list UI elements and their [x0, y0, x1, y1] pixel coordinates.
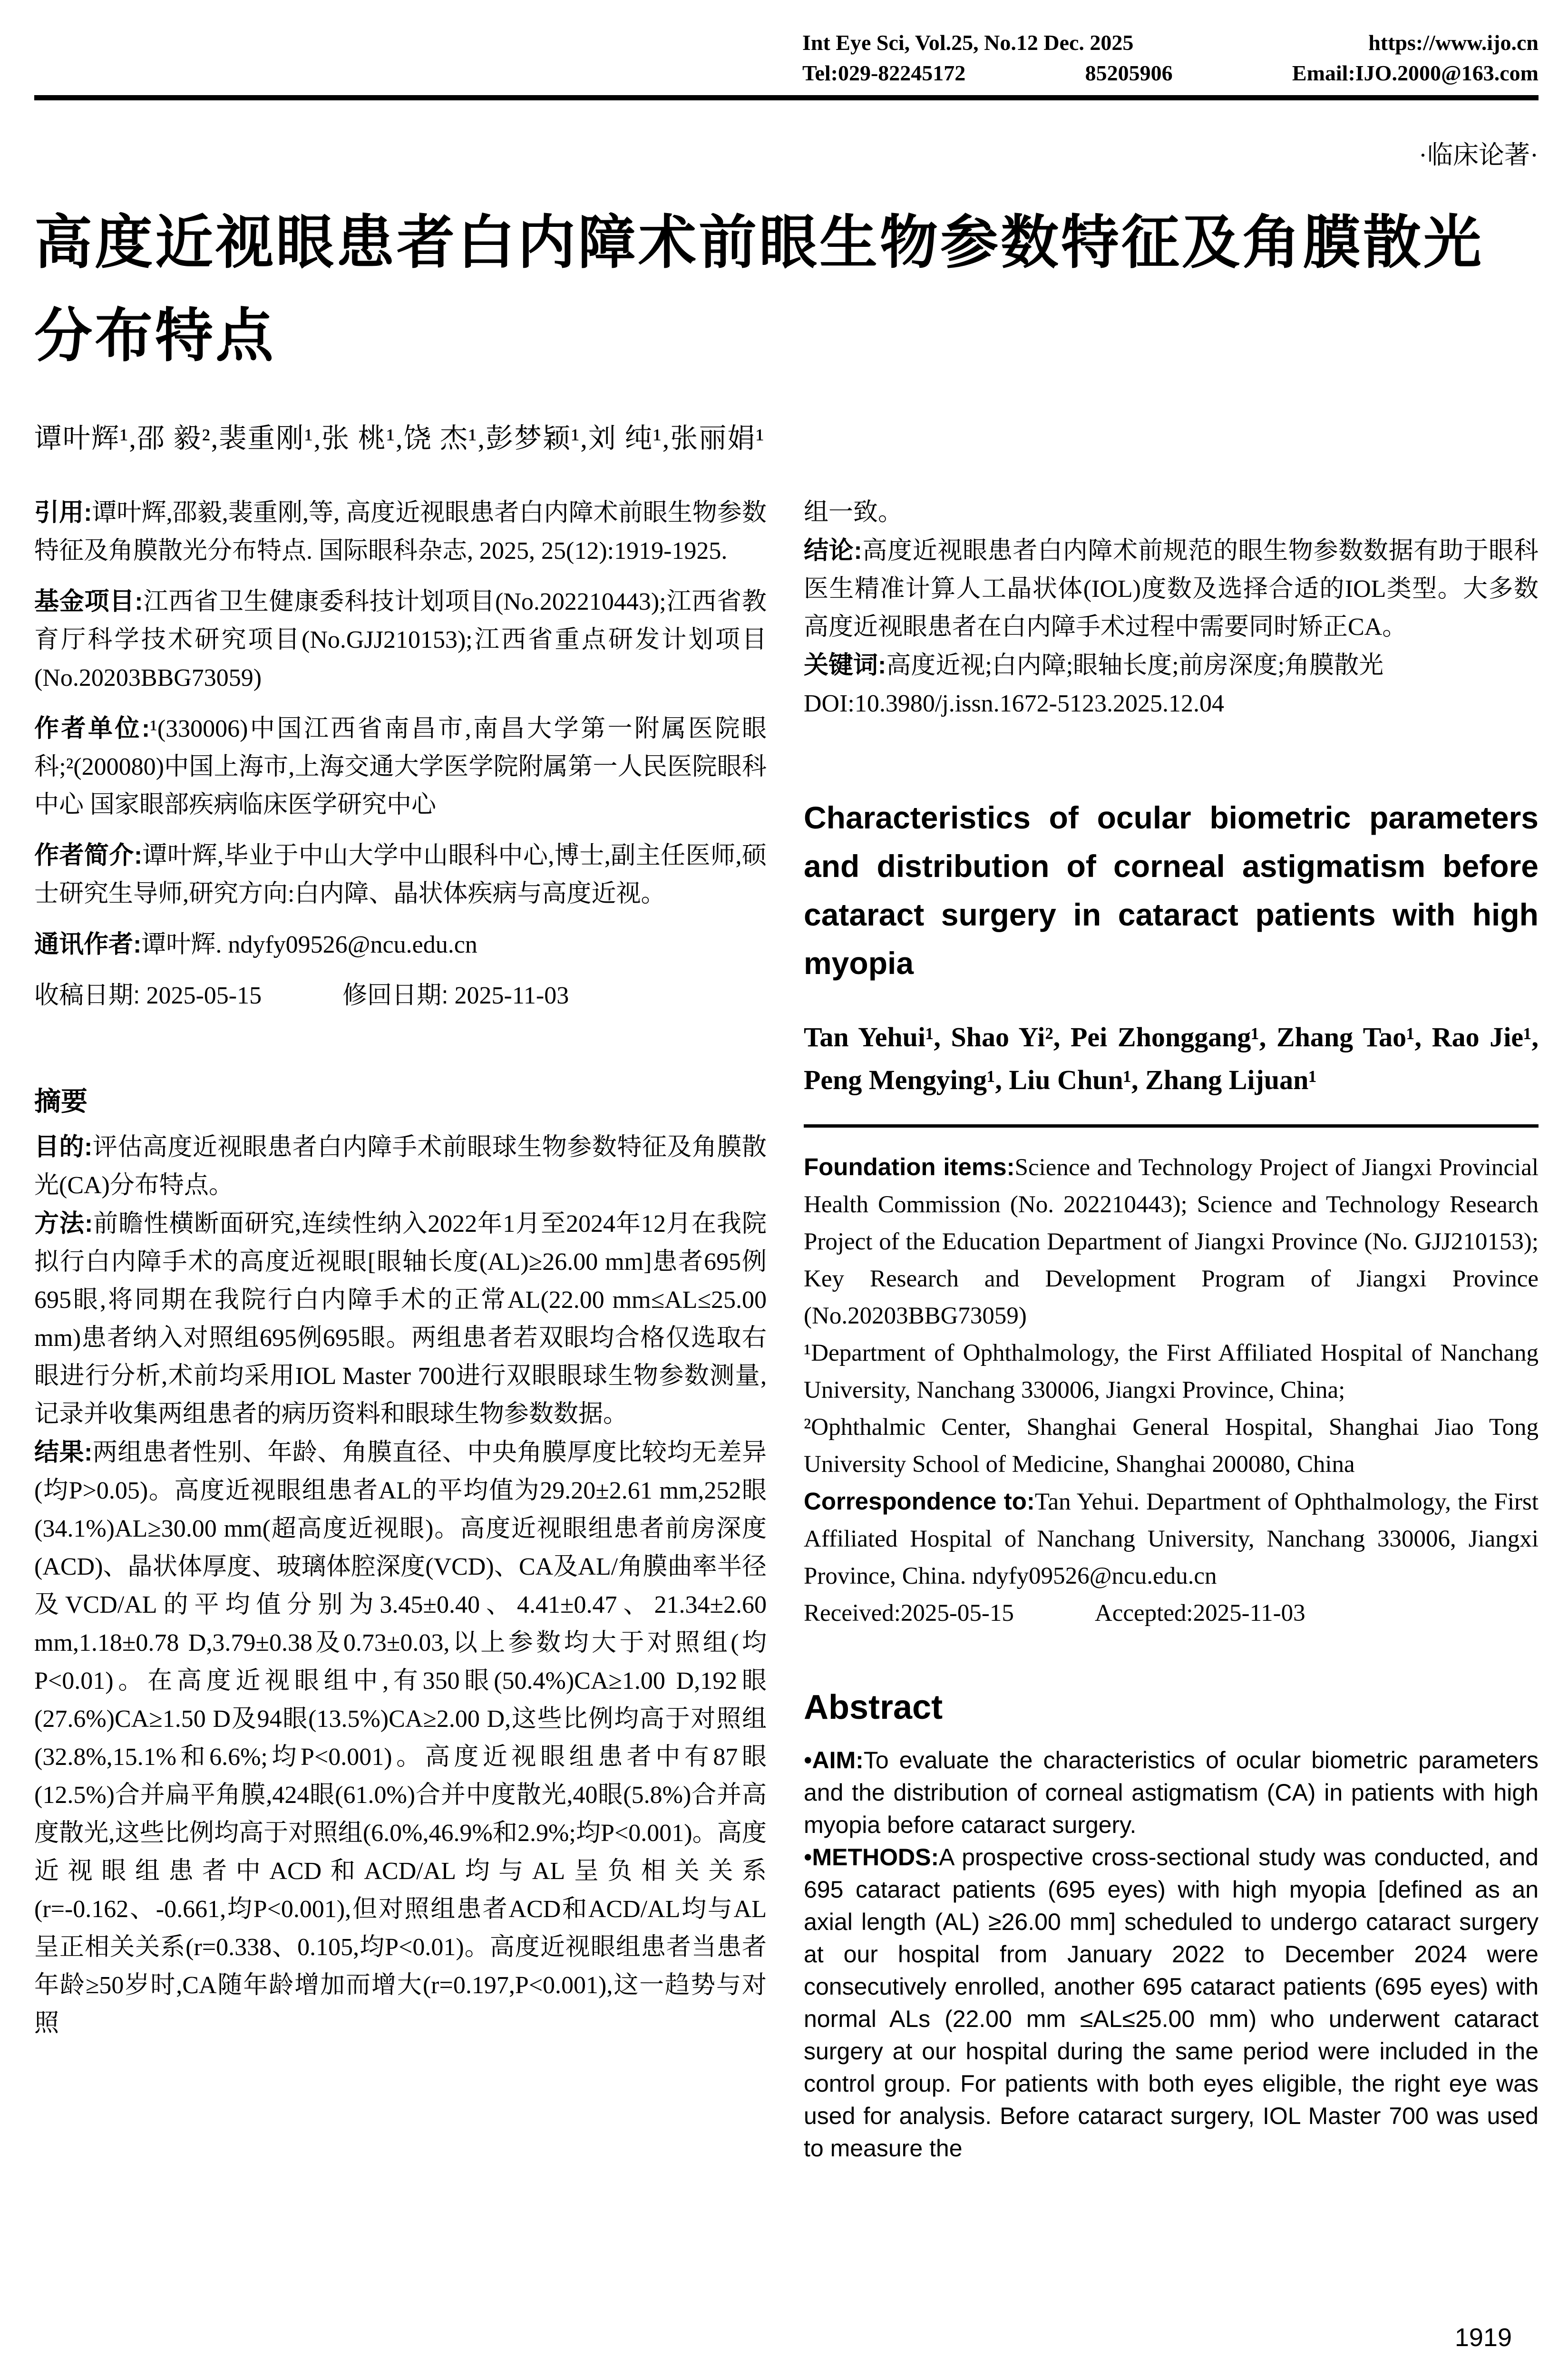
aim-label-en: AIM:: [812, 1747, 864, 1773]
correspondence-text-en: Tan Yehui. Department of Ophthalmology, the First Affiliated Hospital of Nanchang University, Nanchang 330006, Jiangxi Province, China. ndyfy09526@ncu.edu.cn: [804, 1489, 1539, 1589]
columns: [34, 494, 1539, 2164]
methods-text-cn: 前瞻性横断面研究,连续性纳入2022年1月至2024年12月在我院拟行白内障手术的高度近视眼[眼轴长度(AL)≥26.00 mm]患者695例695眼,将同期在我院行白内障手术的正常AL(22.00 mm≤AL≤25.00 mm)患者纳入对照组695例695眼。两组患者若双眼均合格仅选取右眼进行分析,术前均采用IOL Master 700进行双眼眼球生物参数测量,记录并收集两组患者的病历资料和眼球生物参数数据。: [34, 1210, 767, 1428]
revised-label-cn: 修回日期:: [342, 982, 448, 1009]
received-date-en: 2025-05-15: [900, 1600, 1014, 1627]
author-bio-text: 谭叶辉,毕业于中山大学中山眼科中心,博士,副主任医师,硕士研究生导师,研究方向:白内障、晶状体疾病与高度近视。: [34, 842, 767, 907]
abstract-aim-cn: [34, 1128, 767, 1205]
foundation-label: Foundation items:: [804, 1153, 1015, 1180]
keywords-line-cn: [804, 646, 1539, 685]
abstract-methods-cn: [34, 1205, 767, 1433]
affiliation-1-en: ¹Department of Ophthalmology, the First Affiliated Hospital of Nanchang University, Nanchang 330006, Jiangxi Province, China;: [804, 1340, 1539, 1403]
abstract-methods-en: [804, 1841, 1539, 2164]
abstract-cn-block: [34, 1081, 767, 2043]
journal-header: [802, 28, 1539, 88]
header-rule: [34, 95, 1539, 100]
abstract-results-continued: 组一致。: [804, 499, 903, 526]
chinese-meta-block: [34, 494, 767, 1015]
keywords-text-cn: 高度近视;白内障;眼轴长度;前房深度;角膜散光: [886, 652, 1384, 679]
affiliation-cn-label: 作者单位:: [34, 715, 150, 742]
results-text-cn-part1: 两组患者性别、年龄、角膜直径、中央角膜厚度比较均无差异(均P>0.05)。高度近视眼组患者AL的平均值为29.20±2.61 mm,252眼(34.1%)AL≥30.00 mm(超高度近视眼)。高度近视眼组患者前房深度(ACD)、晶状体厚度、玻璃体腔深度(VCD)、CA及AL/角膜曲率半径及VCD/AL的平均值分别为3.45±0.40、4.41±0.47、21.34±2.60 mm,1.18±0.78 D,3.79±0.38及0.73±0.03,以上参数均大于对照组(均P<0.01)。在高度近视眼组中,有350眼(50.4%)CA≥1.00 D,192眼(27.6%)CA≥1.50 D及94眼(13.5%)CA≥2.00 D,这些比例均高于对照组(32.8%,15.1%和6.6%;均P<0.001)。高度近视眼组患者中有87眼(12.5%)合并扁平角膜,424眼(61.0%)合并中度散光,40眼(5.8%)合并高度散光,这些比例均高于对照组(6.0%,46.9%和2.9%;均P<0.001)。高度近视眼组患者中ACD和ACD/AL均与AL呈负相关关系(r=-0.162、-0.661,均P<0.001),但对照组患者ACD和ACD/AL均与AL呈正相关关系(r=0.338、0.105,均P<0.01)。高度近视眼组患者当患者年龄≥50岁时,CA随年龄增加而增大(r=0.197,P<0.001),这一趋势与对照: [34, 1439, 767, 2037]
dates-line-cn: [34, 976, 767, 1015]
doi-line: DOI:10.3980/j.issn.1672-5123.2025.12.04: [804, 690, 1224, 717]
footnote-rule: [804, 1124, 1539, 1128]
author-bio-label: 作者简介:: [34, 842, 143, 869]
revised-date-cn: 2025-11-03: [454, 982, 569, 1009]
article-title-cn: [34, 196, 1539, 382]
affiliation-2-en: ²Ophthalmic Center, Shanghai General Hospital, Shanghai Jiao Tong University School of Medicine, Shanghai 200080, China: [804, 1414, 1539, 1478]
corresponding-cn-label: 通讯作者:: [34, 931, 142, 958]
corresponding-cn-text: 谭叶辉. ndyfy09526@ncu.edu.cn: [141, 931, 477, 958]
correspondence-label-en: Correspondence to:: [804, 1488, 1035, 1515]
received-label-cn: 收稿日期:: [34, 982, 140, 1009]
authors-cn: 谭叶辉¹,邵 毅²,裴重刚¹,张 桃¹,饶 杰¹,彭梦颖¹,刘 纯¹,张丽娟¹: [34, 423, 765, 454]
accepted-label-en: Accepted:: [1094, 1600, 1193, 1627]
abstract-en-block: [804, 1744, 1539, 2164]
article-type-tag: ·临床论著·: [1419, 141, 1539, 169]
journal-header-row-2: [802, 58, 1539, 88]
author-bio-paragraph: [34, 837, 767, 913]
funding-text: 江西省卫生健康委科技计划项目(No.202210443);江西省教育厅科学技术研究项目(No.GJJ210153);江西省重点研发计划项目(No.20203BBG73059): [34, 588, 767, 692]
journal-tel-2: 85205906: [1085, 61, 1173, 85]
funding-paragraph: [34, 583, 767, 697]
received-label-en: Received:: [804, 1600, 901, 1627]
abstract-heading-cn: 摘要: [34, 1086, 88, 1116]
corresponding-author-cn: [34, 925, 767, 964]
article-title-cn-line2: 分布特点: [34, 303, 276, 368]
affiliation-cn-text: ¹(330006)中国江西省南昌市,南昌大学第一附属医院眼科;²(200080)中国上海市,上海交通大学医学院附属第一人民医院眼科中心 国家眼部疾病临床医学研究中心: [34, 715, 767, 818]
citation-paragraph: [34, 494, 767, 570]
accepted-date-en: 2025-11-03: [1193, 1600, 1305, 1627]
correspondence-en: [804, 1483, 1539, 1595]
received-date-cn: 2025-05-15: [146, 982, 262, 1009]
foundation-text: Science and Technology Project of Jiangxi Provincial Health Commission (No. 202210443); Science and Technology Research Project of the Education Department of Jiangxi Province (No. GJJ210153); Key Research and Development Program of Jiangxi Province (No.20203BBG73059): [804, 1154, 1539, 1329]
citation-label: 引用:: [34, 499, 92, 526]
methods-label-en: METHODS:: [812, 1844, 939, 1870]
results-label-cn: 结果:: [34, 1439, 93, 1466]
article-title-en: Characteristics of ocular biometric parameters and distribution of corneal astigmatism before cataract surgery in cataract patients with high myopia: [804, 800, 1539, 981]
abstract-heading-en: Abstract: [804, 1688, 943, 1726]
journal-header-row-1: [802, 28, 1539, 58]
conclusion-label-cn: 结论:: [804, 537, 862, 565]
aim-text-cn: 评估高度近视眼患者白内障手术前眼球生物参数特征及角膜散光(CA)分布特点。: [34, 1134, 767, 1199]
methods-bullet: •: [804, 1844, 812, 1870]
received-accepted-line: [804, 1595, 1539, 1632]
citation-text: 谭叶辉,邵毅,裴重刚,等, 高度近视眼患者白内障术前眼生物参数特征及角膜散光分布特点. 国际眼科杂志, 2025, 25(12):1919-1925.: [34, 499, 767, 565]
journal-issue-info: Int Eye Sci, Vol.25, No.12 Dec. 2025: [802, 30, 1134, 55]
abstract-aim-en: [804, 1744, 1539, 1841]
journal-website: https://www.ijo.cn: [1368, 30, 1539, 55]
left-column: [34, 494, 767, 2164]
aim-text-en: To evaluate the characteristics of ocular biometric parameters and the distribution of corneal astigmatism (CA) in patients with high myopia before cataract surgery.: [804, 1747, 1539, 1838]
page-number: 1919: [1454, 2323, 1512, 2352]
keywords-label-cn: 关键词:: [804, 652, 886, 679]
article-title-cn-line1: 高度近视眼患者白内障术前眼生物参数特征及角膜散光: [34, 210, 1484, 275]
journal-email: Email:IJO.2000@163.com: [1292, 61, 1539, 85]
conclusion-text-cn: 高度近视眼患者白内障术前规范的眼生物参数数据有助于眼科医生精准计算人工晶状体(IOL)度数及选择合适的IOL类型。大多数高度近视眼患者在白内障手术过程中需要同时矫正CA。: [804, 537, 1539, 641]
methods-label-cn: 方法:: [34, 1210, 93, 1237]
affiliation-paragraph-cn: [34, 710, 767, 824]
english-meta-block: [804, 1149, 1539, 1632]
authors-en: Tan Yehui¹, Shao Yi², Pei Zhonggang¹, Zhang Tao¹, Rao Jie¹, Peng Mengying¹, Liu Chun¹, Zhang Lijuan¹: [804, 1022, 1539, 1095]
abstract-results-cn: [34, 1433, 767, 2043]
journal-tel: Tel:029-82245172: [802, 61, 966, 85]
abstract-conclusion-cn: [804, 532, 1539, 646]
aim-label-cn: 目的:: [34, 1133, 93, 1161]
funding-label: 基金项目:: [34, 588, 143, 615]
right-column: [804, 494, 1539, 2164]
methods-text-en: A prospective cross-sectional study was conducted, and 695 cataract patients (695 eyes) with high myopia [defined as an axial length (AL) ≥26.00 mm] scheduled to undergo cataract surgery at our hospital from January 2022 to December 2024 were consecutively enrolled, another 695 cataract patients (695 eyes) with normal ALs (22.00 mm ≤AL≤25.00 mm) who underwent cataract surgery at our hospital during the same period were included in the control group. For patients with both eyes eligible, the right eye was used for analysis. Before cataract surgery, IOL Master 700 was used to measure the: [804, 1844, 1539, 2162]
aim-bullet: •: [804, 1747, 812, 1773]
foundation-items: [804, 1149, 1539, 1335]
